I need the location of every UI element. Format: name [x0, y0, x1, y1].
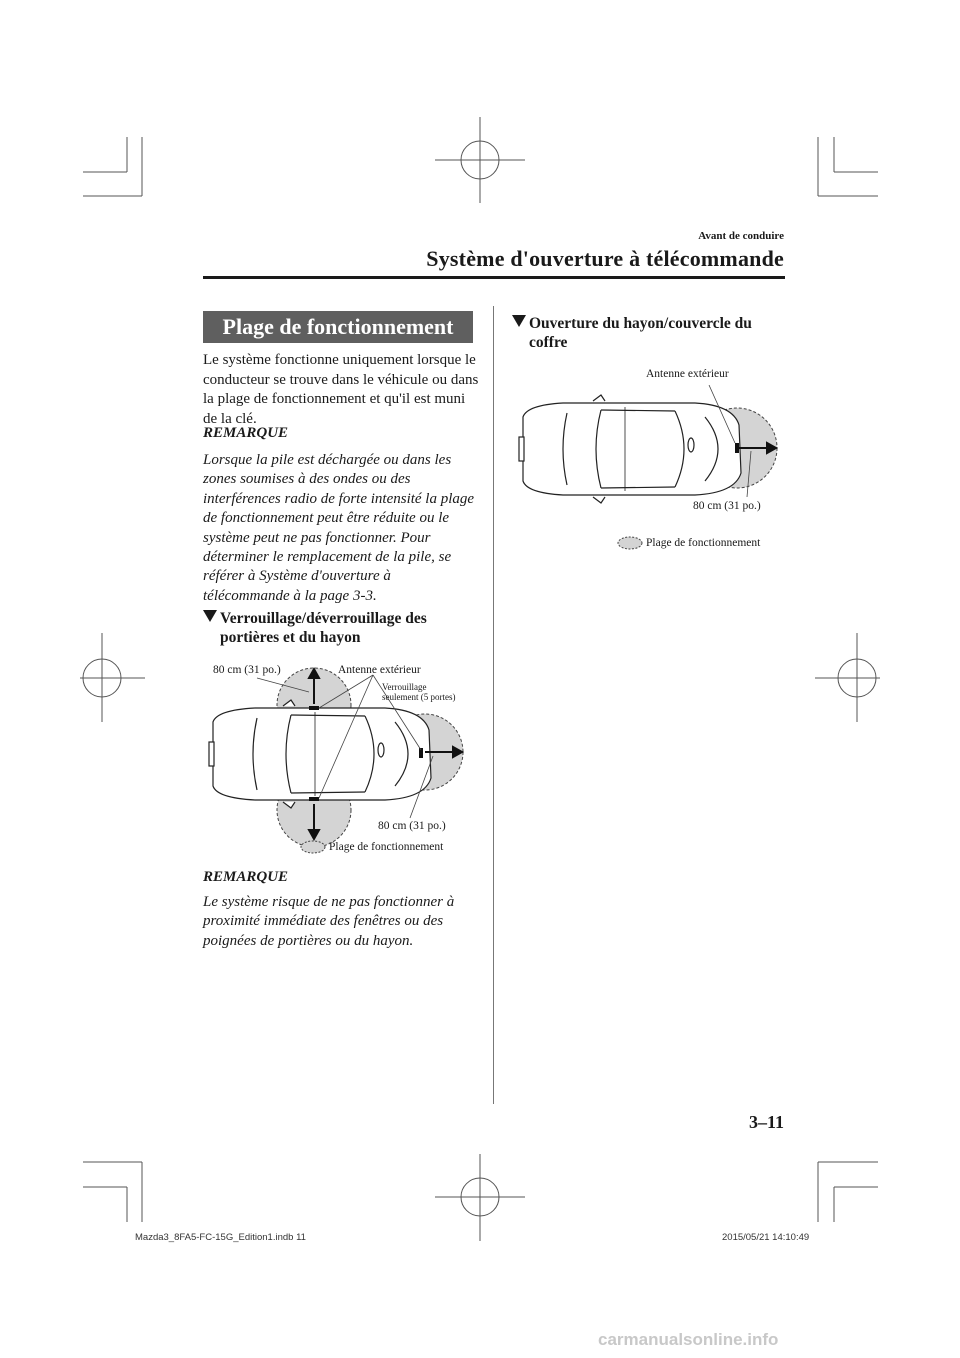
car-top-view: [519, 395, 741, 503]
page-title: Système d'ouverture à télécommande: [426, 246, 784, 271]
subheading-tailgate: [512, 314, 787, 352]
remarque-text-1: Lorsque la pile est déchargée ou dans les zones soumises à des ondes ou des interférences radio de forte intensité la plage de fonctionnement peut être réduite ou le système peut ne pas fonctionner. Pour déterminer le remplacement de la pile, se référer à Système d'ouverture à télécommande à la page 3-3.: [203, 452, 475, 604]
subheading-line-1: Ouverture du hayon/couvercle du: [529, 315, 752, 332]
watermark: carmanualsonline.info: [598, 1330, 779, 1349]
legend-zone-swatch-icon: [300, 840, 326, 854]
remarque-text-2: Le système risque de ne pas fonctionner à proximité immédiate des fenêtres ou des poignées de portières ou du hayon.: [203, 894, 455, 949]
label-lock-line-2: seulement (5 portes): [382, 692, 456, 702]
column-divider: [493, 306, 494, 1104]
label-distance-top: 80 cm (31 po.): [213, 664, 281, 676]
remarque-label-1: REMARQUE: [203, 425, 289, 441]
legend-zone-swatch-icon: [617, 536, 643, 550]
label-antenna: Antenne extérieur: [338, 664, 421, 676]
subheading-lock-unlock: [203, 609, 483, 647]
label-distance-bottom: 80 cm (31 po.): [378, 820, 446, 832]
header-rule: [203, 276, 785, 279]
label-lock-only: [382, 682, 455, 702]
subheading-line-2: coffre: [529, 334, 568, 351]
footer-filename: Mazda3_8FA5-FC-15G_Edition1.indb 11: [135, 1232, 306, 1243]
section-label: Avant de conduire: [698, 230, 784, 242]
legend-label-tailgate: Plage de fonctionnement: [646, 537, 761, 549]
subheading-line-2: portières et du hayon: [220, 629, 361, 646]
triangle-bullet-icon: [203, 610, 217, 622]
triangle-bullet-icon: [512, 315, 526, 327]
legend-label: Plage de fonctionnement: [329, 841, 444, 853]
label-distance-tailgate: 80 cm (31 po.): [693, 500, 761, 512]
label-lock-line-1: Verrouillage: [382, 682, 427, 692]
footer-timestamp: 2015/05/21 14:10:49: [722, 1232, 810, 1243]
diagram-tailgate-range: [515, 385, 785, 510]
page-number: 3–11: [748, 1112, 784, 1132]
intro-paragraph: Le système fonctionne uniquement lorsque le conducteur se trouve dans le véhicule ou dans la plage de fonctionnement et qu'il est muni de la clé.: [203, 352, 479, 427]
car-top-view: [209, 700, 431, 808]
subheading-line-1: Verrouillage/déverrouillage des: [220, 610, 427, 627]
label-antenna-tailgate: Antenne extérieur: [646, 368, 729, 380]
section-banner: Plage de fonctionnement: [203, 311, 473, 343]
remarque-label-2: REMARQUE: [203, 869, 289, 885]
